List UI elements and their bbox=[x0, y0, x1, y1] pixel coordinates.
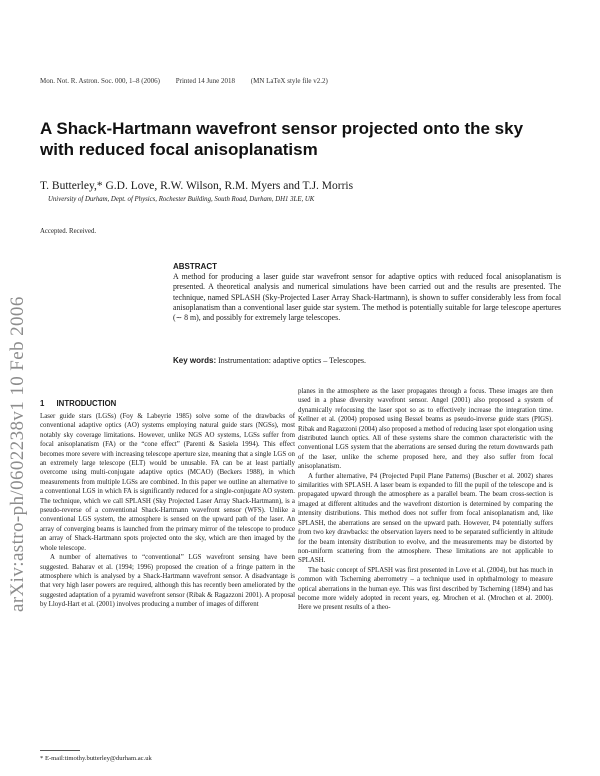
keywords-label: Key words: bbox=[173, 356, 217, 365]
footnote-rule bbox=[40, 750, 80, 751]
accepted-received: Accepted. Received. bbox=[40, 228, 97, 235]
section-heading-introduction bbox=[40, 399, 116, 408]
abstract-heading: ABSTRACT bbox=[173, 262, 217, 271]
printed-date: Printed 14 June 2018 bbox=[175, 77, 236, 85]
running-header bbox=[40, 77, 342, 85]
right-column bbox=[298, 387, 553, 613]
keywords-line bbox=[173, 356, 366, 365]
paragraph: Laser guide stars (LGSs) (Foy & Labeyrie 1985) solve some of the drawbacks of conventional adaptive optics (AO) systems employing natural guide stars (NGSs), most notably sky coverage limitations. However, unlike NGS AO systems, LGSs suffer from focal anisoplanatism (FA) or the “cone effect” (Parenti & Sasiela 1994). This effect becomes more severe with increasing telescope aperture size, meaning that a single LGS on an extremely large telescope (ELT) would be unusable. FA can be at least partially overcome using multi-conjugate adaptive optics (MCAO) (Beckers 1988), in which measurements from multiple LGSs are combined. In this paper we outline an alternative to a conventional LGS in which FA is significantly reduced for a single-conjugate AO system. The technique, which we call SPLASH (Sky Projected Laser Array Shack-Hartmann), is a pseudo-reverse of a conventional Shack-Hartmann wavefront sensor (WFS). Unlike a conventional LGS system, the atmosphere is sensed on the upward path of the laser. An array of converging beams is launched from the primary mirror of the telescope to produce an array of Shack-Hartmann spots projected onto the sky, which are then imaged by the whole telescope. bbox=[40, 413, 295, 552]
footnote-email: * E-mail:timothy.butterley@durham.ac.uk bbox=[40, 755, 152, 762]
paragraph: The basic concept of SPLASH was first presented in Love et al. (2004), but has much in common with Tscherning aberrometry – a technique used in ophthalmology to measure optical aberrations in the human eye. This was first described by Tscherning (1894) and has become more widely adopted in recent years, eg. Mrochen et al. (Mrochen et al. 2000). Here we present results of a theo- bbox=[298, 566, 553, 612]
style-file-note: (MN LaTeX style file v2.2) bbox=[250, 77, 328, 85]
section-number: 1 bbox=[40, 399, 45, 408]
paragraph: A further alternative, P4 (Projected Pupil Plane Patterns) (Buscher et al. 2002) shares similarities with SPLASH. A laser beam is expanded to fill the pupil of the telescope and is propagated upward through the atmosphere as a parallel beam. The beam cross-section is imaged at different altitudes and the wavefront distortion is determined by comparing the intensity distributions. This method does not suffer from focal anisoplanatism and, like SPLASH, the aberrations are sensed on the upward path. However, P4 potentially suffers from two key drawbacks: the observation layers need to be separated sufficiently in altitude for the beam intensity distribution to evolve, and the measurements may be distorted by non-uniform scattering from the atmosphere. These limitations are not applicable to SPLASH. bbox=[298, 472, 553, 565]
paragraph: A number of alternatives to “conventional” LGS wavefront sensing have been suggested. Baharav et al. (1994; 1996) proposed the creation of a fringe pattern in the atmosphere which is analysed by a Shack-Hartmann wavefront sensor. A disadvantage is that very high laser powers are required, although this has recently been ameliorated by the suggested adaptation of a pyramid wavefront sensor (Ribak & Ragazzoni 2001). A proposal by Lloyd-Hart et al. (2001) involves producing a number of images of different bbox=[40, 554, 295, 609]
author-list: T. Butterley,* G.D. Love, R.W. Wilson, R.M. Myers and T.J. Morris bbox=[40, 180, 354, 192]
journal-citation: Mon. Not. R. Astron. Soc. 000, 1–8 (2006) bbox=[40, 77, 160, 85]
left-column bbox=[40, 412, 295, 610]
abstract-text: A method for producing a laser guide star wavefront sensor for adaptive optics with reduced focal anisoplanatism is presented. A theoretical analysis and numerical simulations have been carried out and the results are presented. The technique, named SPLASH (Sky-Projected Laser Array Shack-Hartmann), is shown to suffer considerably less from focal anisoplanatism than a conventional laser guide star system. The method is potentially suitable for large telescope apertures (∼ 8 m), and possibly for extremely large telescopes. bbox=[173, 272, 561, 323]
keywords-text: Instrumentation: adaptive optics – Telescopes. bbox=[218, 356, 367, 365]
paper-title: A Shack-Hartmann wavefront sensor projected onto the sky with reduced focal anisoplanatism bbox=[40, 119, 524, 159]
author-affiliation: University of Durham, Dept. of Physics, Rochester Building, South Road, Durham, DH1 3LE, UK bbox=[48, 196, 315, 203]
section-title: INTRODUCTION bbox=[56, 399, 117, 408]
arxiv-stamp: arXiv:astro-ph/0602238v1 10 Feb 2006 bbox=[7, 296, 28, 612]
paragraph: planes in the atmosphere as the laser propagates through a focus. These images are then used in a phase diversity wavefront sensor. Angel (2001) also proposed a system of dynamically refocusing the laser spot so as to effectively increase the integration time. Kellner et al. (2004) proposed using Bessel beams as pseudo-inverse guide stars (PIGS). Ribak and Ragazzoni (2004) also proposed a method of reducing laser spot elongation using distributed launch optics. All of these systems share the common characteristic with the conventional LGS system that the aberrations are sensed during the return downwards path of the laser, unlike the scheme proposed here, and they also suffer from focal anisoplanatism. bbox=[298, 388, 553, 471]
